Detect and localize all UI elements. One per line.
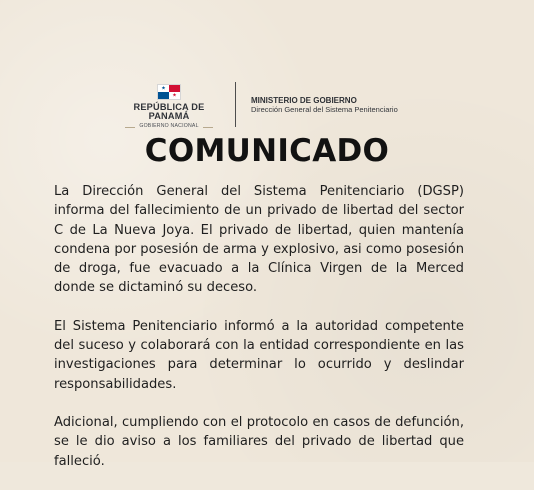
government-subtitle-row bbox=[112, 124, 226, 129]
republic-title: REPÚBLICA DE PANAMÁ bbox=[133, 102, 205, 122]
page-title: COMUNICADO bbox=[144, 133, 390, 169]
ministry-title: MINISTERIO DE GOBIERNO bbox=[251, 96, 357, 105]
government-logo bbox=[112, 84, 226, 130]
header bbox=[0, 80, 534, 128]
ministry-block bbox=[251, 97, 398, 115]
paragraph-1: La Dirección General del Sistema Penitenciario (DGSP) informa del fallecimiento de un privado de libertad del sector C de La Nueva Joya. El privado de libertad, quien mantenía condena por posesión de arma y explosivo, asi como posesión de droga, fue evacuado a la Clínica Virgen de la Merced donde se dictaminó su deceso. bbox=[54, 184, 464, 296]
left-rule bbox=[125, 127, 135, 128]
flag-white-bottom-right bbox=[169, 92, 180, 99]
header-divider bbox=[235, 82, 236, 127]
panama-flag-icon bbox=[157, 84, 181, 100]
paragraph-3: Adicional, cumpliendo con el protocolo en casos de defunción, se le dio aviso a los familiares del privado de libertad que falleció. bbox=[54, 414, 464, 469]
government-subtitle: GOBIERNO NACIONAL bbox=[139, 123, 199, 130]
right-rule bbox=[203, 127, 213, 128]
paragraph-2: El Sistema Penitenciario informó a la autoridad competente del suceso y colaborará con la entidad correspondiente en las investigaciones para determinar lo ocurrido y deslindar responsabilidades. bbox=[54, 318, 464, 392]
ministry-subtitle: Dirección General del Sistema Penitenciario bbox=[251, 105, 398, 115]
red-star-icon: ★ bbox=[172, 91, 177, 98]
flag-blue-bottom-left bbox=[158, 92, 169, 99]
blue-star-icon: ★ bbox=[161, 84, 166, 91]
communique-body bbox=[54, 182, 464, 490]
flag-white-top-left bbox=[158, 85, 169, 92]
